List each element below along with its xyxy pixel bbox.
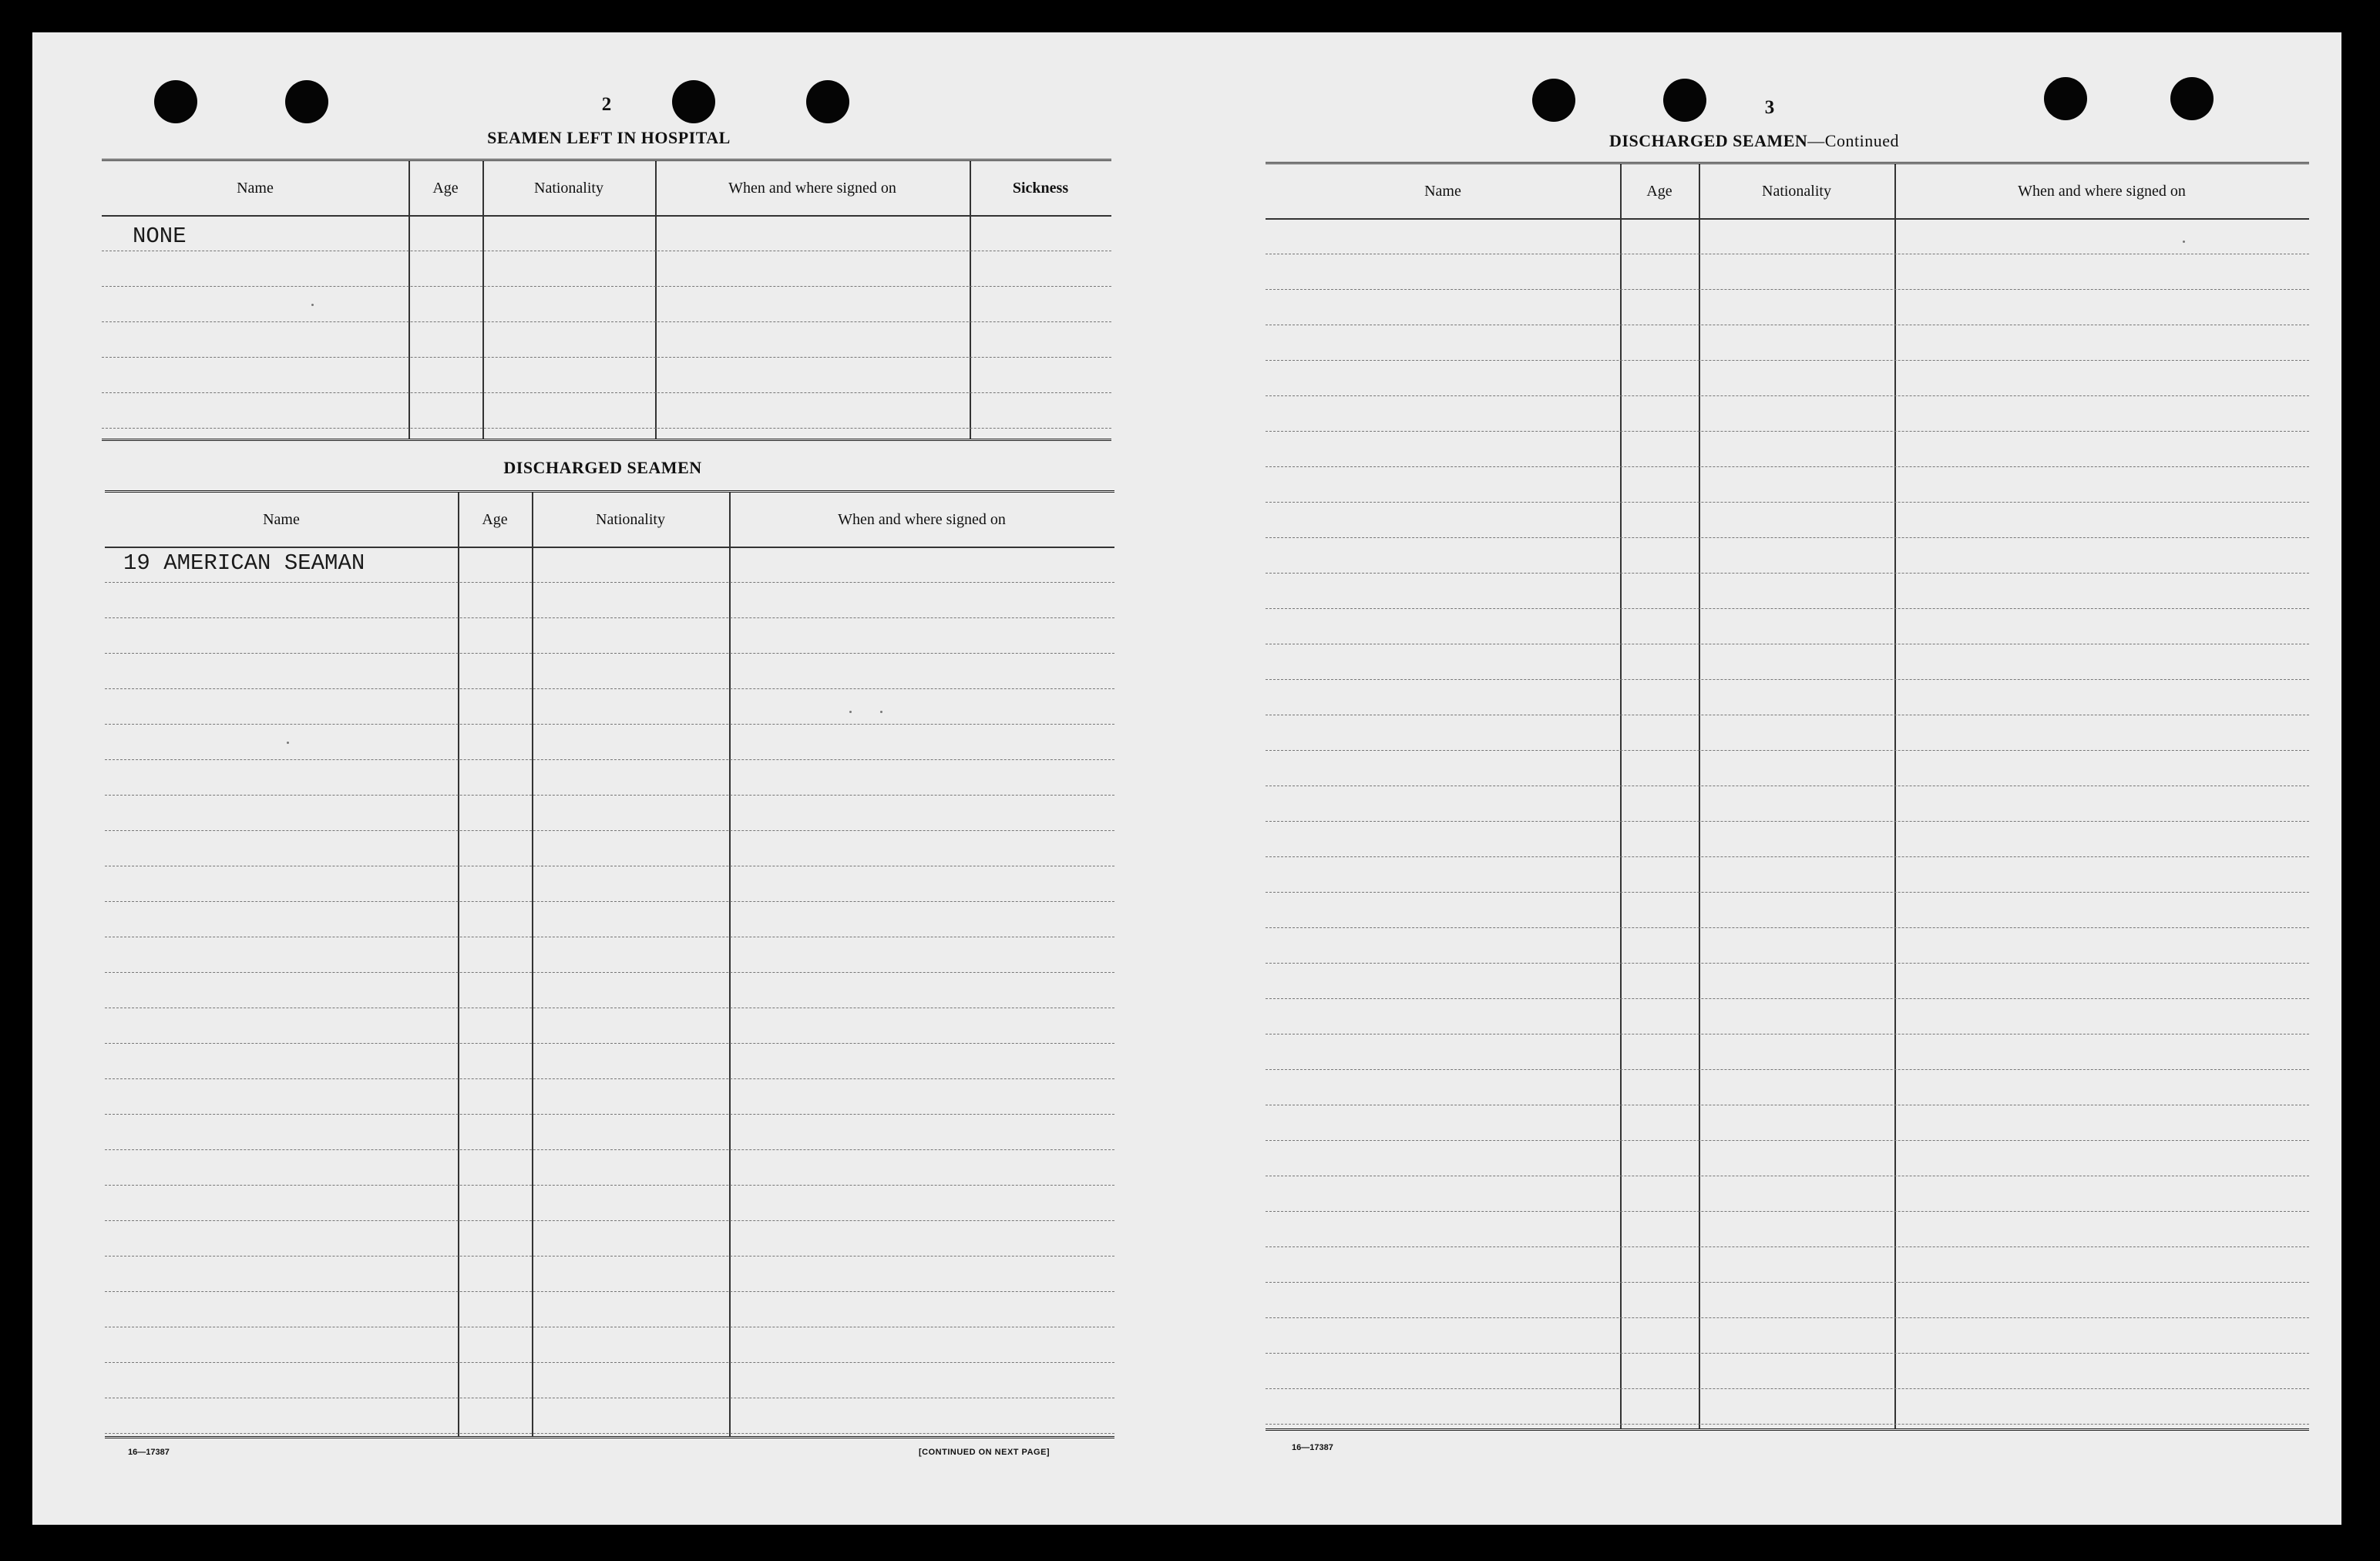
table-row (1266, 573, 2309, 609)
table-row (105, 866, 1114, 902)
scan-speck (880, 711, 882, 713)
scan-speck (287, 742, 289, 744)
table-row (102, 286, 1111, 322)
table-row (1266, 360, 2309, 396)
table-row (102, 357, 1111, 393)
table-row (1266, 998, 2309, 1034)
table-row (102, 251, 1111, 287)
table-row (105, 759, 1114, 796)
table-row (105, 830, 1114, 866)
table-row (105, 1008, 1114, 1044)
table-row (105, 1078, 1114, 1115)
table-row (105, 1185, 1114, 1221)
table-row (1266, 325, 2309, 361)
column-header-age: Age (1646, 182, 1672, 200)
binder-hole (154, 80, 197, 123)
table-row (105, 1398, 1114, 1434)
table-row (1266, 963, 2309, 999)
table-row (105, 972, 1114, 1008)
discharged-entry-text: 19 AMERICAN SEAMAN (123, 550, 365, 576)
table-row (105, 1043, 1114, 1079)
table-row (1266, 1388, 2309, 1425)
hospital-table (102, 159, 1111, 441)
discharged-continued-title (1609, 131, 1899, 151)
form-sheet (32, 32, 2341, 1525)
table-row (105, 653, 1114, 689)
table-row (1266, 856, 2309, 893)
table-row (1266, 254, 2309, 290)
table-row (105, 901, 1114, 937)
table-row (1266, 892, 2309, 928)
table-row (1266, 750, 2309, 786)
column-header-nationality: Nationality (1762, 182, 1831, 200)
table-row (1266, 608, 2309, 644)
table-row (102, 392, 1111, 429)
binder-hole (285, 80, 328, 123)
binder-hole (806, 80, 849, 123)
table-row (1266, 715, 2309, 751)
scan-speck (2183, 241, 2185, 243)
binder-hole (672, 80, 715, 123)
table-row (1266, 1246, 2309, 1283)
table-row (1266, 821, 2309, 857)
table-row (105, 617, 1114, 654)
column-header-name: Name (1424, 182, 1461, 200)
table-row (1266, 502, 2309, 538)
table-row (1266, 1034, 2309, 1070)
table-row (1266, 218, 2309, 254)
table-row (1266, 1069, 2309, 1105)
table-row (105, 1256, 1114, 1292)
table-row (1266, 1317, 2309, 1354)
table-row (1266, 786, 2309, 822)
continued-suffix: —Continued (1807, 131, 1899, 150)
table-row (105, 1149, 1114, 1186)
table-row (1266, 1353, 2309, 1389)
scan-speck (311, 304, 314, 306)
discharged-continued-title-main: DISCHARGED SEAMEN (1609, 131, 1808, 150)
table-row (105, 1327, 1114, 1363)
table-row (105, 937, 1114, 973)
discharged-section-title: DISCHARGED SEAMEN (503, 458, 702, 477)
page-number-right: 3 (1764, 97, 1775, 118)
table-row (1266, 1105, 2309, 1141)
table-row (105, 1362, 1114, 1398)
table-row (105, 688, 1114, 725)
discharged-continued-table-header (1266, 164, 2309, 220)
column-header-nationality: Nationality (596, 510, 665, 528)
continued-note: [CONTINUED ON NEXT PAGE] (919, 1448, 1050, 1457)
column-header-name: Name (237, 179, 274, 197)
column-header-signed-on: When and where signed on (838, 510, 1006, 528)
table-row (105, 1220, 1114, 1257)
table-row (102, 215, 1111, 251)
binder-hole (2170, 77, 2214, 120)
table-row (102, 321, 1111, 358)
discharged-table-header (105, 493, 1114, 548)
column-header-sickness: Sickness (1012, 179, 1069, 197)
binder-hole (1532, 79, 1575, 122)
column-header-age: Age (432, 179, 459, 197)
hospital-section-title: SEAMEN LEFT IN HOSPITAL (487, 128, 731, 147)
discharged-table (105, 490, 1114, 1438)
discharged-continued-table (1266, 162, 2309, 1431)
form-code-left: 16—17387 (128, 1448, 170, 1457)
table-row (105, 1114, 1114, 1150)
column-header-signed-on: When and where signed on (728, 179, 896, 197)
table-row (105, 795, 1114, 831)
table-row (105, 1291, 1114, 1327)
hospital-entry-text: NONE (133, 224, 187, 249)
binder-hole (1663, 79, 1706, 122)
table-row (1266, 1176, 2309, 1212)
table-row (1266, 431, 2309, 467)
table-row (1266, 1211, 2309, 1247)
table-row (1266, 1282, 2309, 1318)
table-row (1266, 679, 2309, 715)
binder-hole (2044, 77, 2087, 120)
column-header-name: Name (263, 510, 300, 528)
column-header-signed-on: When and where signed on (2018, 182, 2186, 200)
table-row (1266, 537, 2309, 574)
column-header-age: Age (482, 510, 508, 528)
hospital-table-header (102, 161, 1111, 217)
table-row (1266, 395, 2309, 432)
scan-speck (849, 711, 852, 713)
table-row (1266, 1140, 2309, 1176)
table-row (105, 582, 1114, 618)
table-row (105, 724, 1114, 760)
table-row (1266, 644, 2309, 680)
table-row (1266, 927, 2309, 964)
page-number-left: 2 (601, 94, 612, 115)
table-row (1266, 289, 2309, 325)
column-header-nationality: Nationality (534, 179, 603, 197)
table-row (1266, 466, 2309, 503)
form-code-right: 16—17387 (1292, 1443, 1333, 1452)
